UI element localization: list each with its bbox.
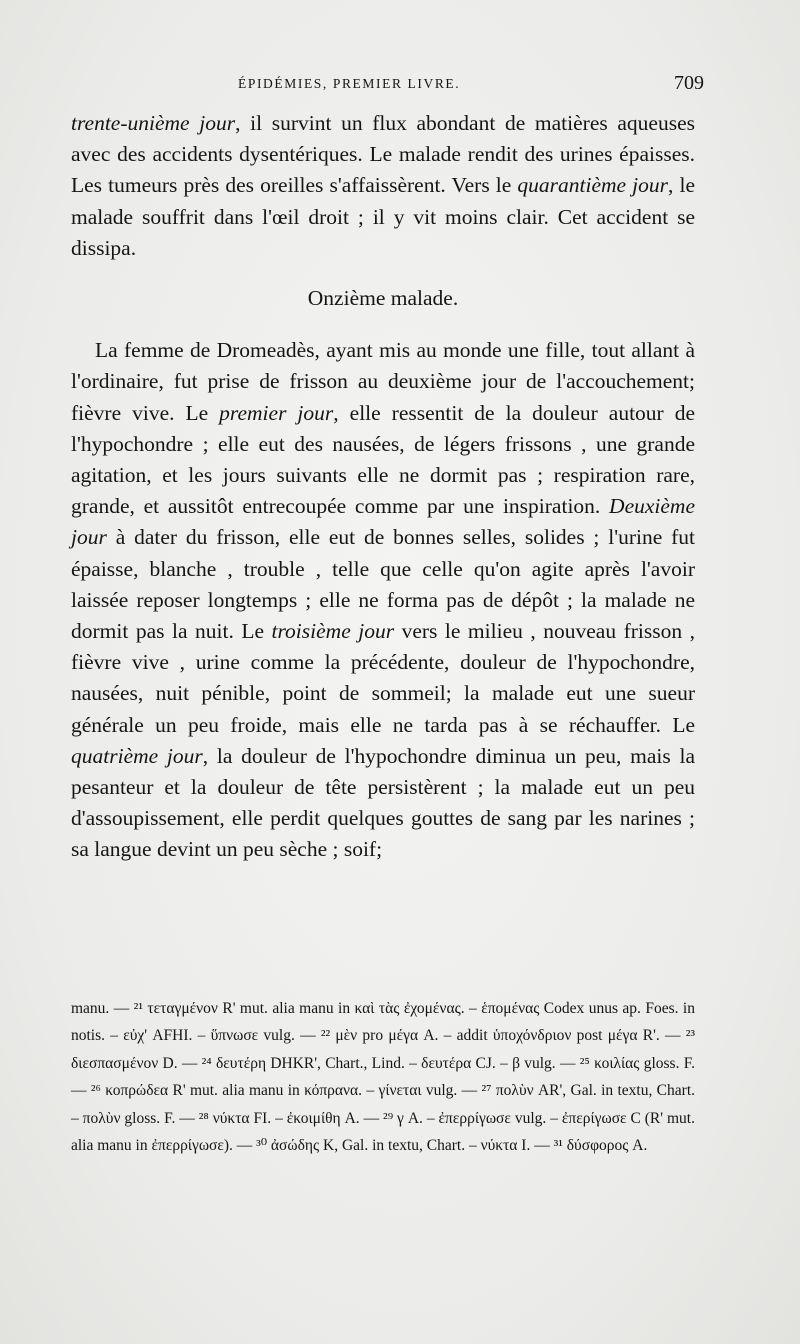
page-number: 709 (674, 72, 704, 94)
paragraph-1-italic-2: quarantième jour (517, 173, 669, 198)
paragraph-1 (71, 108, 695, 264)
paragraph-2-text-1: La femme de Dromeadès, ayant mis au monde une fille, tout allant à l'ordinaire, fut prise de frisson au deuxième jour de l'accouchement; fièvre vive. Le (71, 338, 695, 425)
main-text (71, 108, 695, 866)
footnote-text: manu. — ²¹ τεταγμένον R' mut. alia manu in καὶ τὰς ἐχομένας. – ἑπομένας Codex unus ap. Foes. in notis. – εὐχ' AFHI. – ὕπνωσε vulg. — ²² μὲν pro μέγα A. – addit ὑποχόνδριον post μέγα R'. — ²³ διεσπασμένον D. — ²⁴ δευτέρη DHKR', Chart., Lind. – δευτέρα CJ. – β vulg. — ²⁵ κοιλίας gloss. F. — ²⁶ κοπρώδεα R' mut. alia manu in κόπρανα. – γίνεται vulg. — ²⁷ πολὺν AR', Gal. in textu, Chart. – πολὺν gloss. F. — ²⁸ νύκτα FI. – ἐκοιμίθη A. — ²⁹ γ A. – ἐπερρίγωσε vulg. – ἐπερίγωσε C (R' mut. alia manu in ἐπερρίγωσε). — ³⁰ ἀσώδης K, Gal. in textu, Chart. – νύκτα I. — ³¹ δύσφορος A. (71, 1000, 695, 1155)
paragraph-2-italic-1: premier jour (219, 400, 334, 425)
paragraph-2-italic-4: quatrième jour (71, 743, 203, 768)
paragraph-1-text-1: , il survint un flux abondant de matières aqueuses avec des accidents dysentériques. Le malade rendit des urines épaisses. Les tumeurs près des oreilles s'affaissèrent. Vers le (71, 111, 696, 198)
paragraph-2-text-4: vers le milieu , nouveau frisson , fièvre vive , urine comme la précédente, douleur de l'hypochondre, nausées, nuit pénible, point de sommeil; la malade eut une sueur générale un peu froide, mais elle ne tarda pas à se réchauffer. Le (71, 619, 695, 737)
paragraph-1-text-2: , le malade souffrit dans l'œil droit ; il y vit moins clair. Cet accident se dissipa. (71, 173, 695, 260)
page-header (70, 72, 710, 102)
paragraph-2 (71, 335, 695, 865)
paragraph-2-italic-3: troisième jour (271, 619, 395, 644)
paragraph-1-italic-1: trente-unième jour (71, 111, 236, 135)
paragraph-2-text-2: , elle ressentit de la douleur autour de l'hypochondre ; elle eut des nausées, de légers frissons , une grande agitation, et les jours suivants elle ne dormit pas ; respiration rare, grande, et aussitôt entrecoupée comme par une inspiration. (71, 400, 695, 519)
section-title: Onzième malade. (307, 286, 459, 311)
paragraph-2-italic-2: Deuxième jour (71, 494, 695, 550)
footnotes (71, 995, 695, 1159)
paragraph-2-text-5: , la douleur de l'hypochondre diminua un peu, mais la pesanteur et la douleur de tête persistèrent ; la malade eut un peu d'assoupissement, elle perdit quelques gouttes de sang par les narines ; sa langue devint un peu sèche ; soif; (71, 743, 695, 862)
paragraph-2-text-3: à dater du frisson, elle eut de bonnes selles, solides ; l'urine fut épaisse, blanche , trouble , telle que celle qu'on agite après l'avoir laissée reposer longtemps ; elle ne forma pas de dépôt ; la malade ne dormit pas la nuit. Le (71, 525, 695, 644)
running-title: ÉPIDÉMIES, PREMIER LIVRE. (238, 76, 461, 91)
